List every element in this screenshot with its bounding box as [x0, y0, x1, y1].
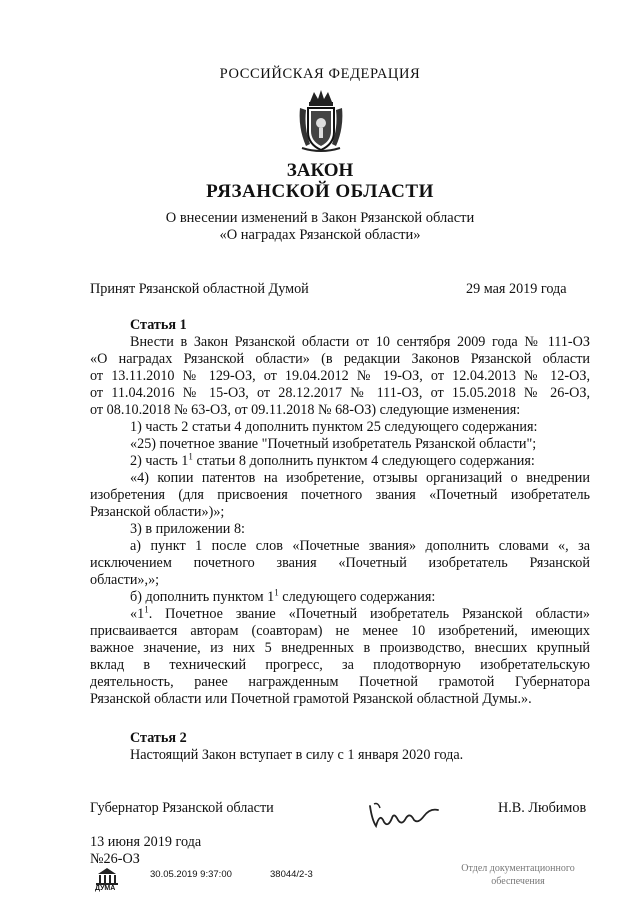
- law-subject: [0, 210, 640, 244]
- office-stamp: [448, 862, 588, 888]
- law-number: №26-ОЗ: [90, 851, 140, 867]
- office-line-2: обеспечения: [491, 876, 545, 887]
- article-1-line: 3) в приложении 8:: [130, 521, 245, 537]
- article-1-line: области»,»;: [90, 572, 160, 588]
- line-part: б) дополнить пунктом 1: [130, 589, 275, 605]
- law-title: ЗАКОН: [286, 160, 354, 181]
- article-1-heading: Статья 1: [130, 317, 187, 333]
- signatory-name: Н.В. Любимов: [498, 800, 587, 816]
- article-1-line: важное значение, из них 5 внедренных в производство, внесших крупный: [90, 640, 590, 656]
- article-1-line: от 13.11.2010 № 129-ОЗ, от 19.04.2012 № 19-ОЗ, от 12.04.2013 № 12-ОЗ,: [90, 368, 590, 384]
- law-region: РЯЗАНСКОЙ ОБЛАСТИ: [206, 181, 434, 202]
- article-1-line: «4) копии патентов на изобретение, отзывы организаций о внедрении: [130, 470, 590, 486]
- article-1-line: деятельность, ранее награжденным Почетной грамотой Губернатора: [90, 674, 590, 690]
- subject-line-2: «О наградах Рязанской области»: [219, 227, 421, 243]
- adopted-by: Принят Рязанской областной Думой: [90, 281, 309, 297]
- article-1-line: изобретения (для присвоения почетного звания «Почетный изобретатель: [90, 487, 590, 503]
- article-1-line: присваивается авторам (соавторам) не менее 10 изобретений, имеющих: [90, 623, 590, 639]
- print-timestamp: 30.05.2019 9:37:00: [150, 869, 232, 880]
- line-part: статьи 8 дополнить пунктом 4 следующего содержания:: [192, 453, 535, 469]
- signatory-title: Губернатор Рязанской области: [90, 800, 274, 816]
- subject-line-1: О внесении изменений в Закон Рязанской области: [165, 210, 475, 226]
- office-line-1: Отдел документационного: [461, 863, 575, 874]
- sign-date: 13 июня 2019 года: [90, 834, 202, 850]
- article-1-line: от 08.10.2018 № 63-ОЗ, от 09.11.2018 № 68-ОЗ) следующие изменения:: [90, 402, 521, 418]
- article-1-line: Рязанской области»)»;: [90, 504, 225, 520]
- line-part: «1: [130, 606, 145, 622]
- registration-number: 38044/2-3: [270, 869, 313, 880]
- superscript: 1: [144, 604, 149, 615]
- country-heading: РОССИЙСКАЯ ФЕДЕРАЦИЯ: [219, 66, 421, 82]
- adoption-date: 29 мая 2019 года: [466, 281, 567, 297]
- duma-logo-text: ДУМА: [95, 885, 116, 892]
- article-1-line: [130, 589, 435, 606]
- line-part: . Почетное звание «Почетный изобретатель Рязанской области»: [148, 606, 590, 622]
- superscript: 1: [274, 587, 279, 598]
- article-1-line: вклад в технический прогресс, за плодотворную изобретательскую: [90, 657, 590, 673]
- superscript: 1: [188, 451, 193, 462]
- article-1-line: исключением почетного звания «Почетный изобретатель Рязанской: [90, 555, 590, 571]
- line-part: 2) часть 1: [130, 453, 189, 469]
- article-2-heading: Статья 2: [130, 730, 187, 746]
- article-1-line: 1) часть 2 статьи 4 дополнить пунктом 25 следующего содержания:: [130, 419, 538, 435]
- article-1-line: [130, 606, 590, 623]
- article-1-line: «О наградах Рязанской области» (в редакции Законов Рязанской области: [90, 351, 590, 367]
- coat-of-arms-icon: [296, 88, 346, 154]
- article-1-line: Внести в Закон Рязанской области от 10 сентября 2009 года № 111-ОЗ: [130, 334, 590, 350]
- article-1-line: [130, 453, 535, 470]
- article-1-line: от 11.04.2016 № 15-ОЗ, от 28.12.2017 № 111-ОЗ, от 15.05.2018 № 26-ОЗ,: [90, 385, 590, 401]
- article-1-line: а) пункт 1 после слов «Почетные звания» дополнить словами «, за: [130, 538, 590, 554]
- handwritten-signature: [366, 800, 440, 830]
- article-2-text: Настоящий Закон вступает в силу с 1 января 2020 года.: [130, 747, 464, 763]
- line-part: следующего содержания:: [278, 589, 436, 605]
- line-part: [130, 606, 149, 623]
- article-1-line: «25) почетное звание "Почетный изобретатель Рязанской области";: [130, 436, 537, 452]
- article-1-line: Рязанской области или Почетной грамотой Рязанской областной Думы.».: [90, 691, 532, 707]
